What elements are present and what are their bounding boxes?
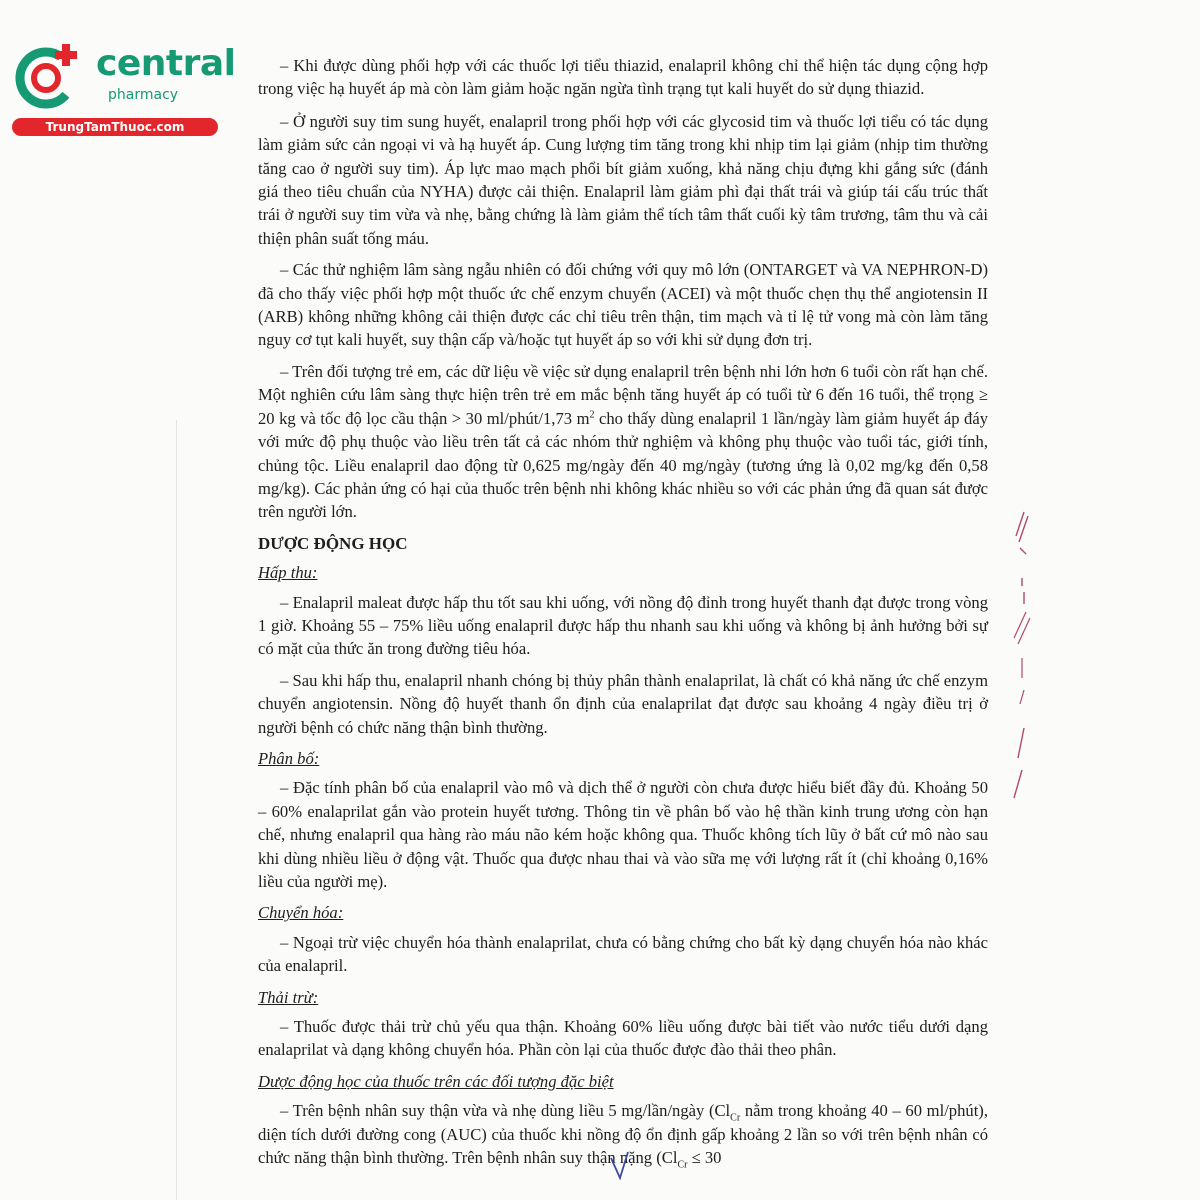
superscript-2: 2 <box>589 409 595 421</box>
pediatrics-text-b: cho thấy dùng enalapril 1 lần/ngày làm giảm huyết áp đáy với mức độ phụ thuộc vào liều trên tất cả các nhóm thử nghiệm và không phụ thuộc vào tuổi tác, giới tính, chủng tộc. Liều enalapril dao động từ 0,625 mg/ngày đến 40 mg/ngày (tương ứng là 0,02 mg/kg đến 0,58 mg/kg). Các phản ứng có hại của thuốc trên bệnh nhi không khác nhiều so với các phản ứng đã quan sát được trên người lớn. <box>258 408 988 522</box>
handwritten-check-mark <box>608 1148 632 1182</box>
scan-edge-line <box>176 420 177 1200</box>
section-heading-pharmacokinetics: DƯỢC ĐỘNG HỌC <box>258 533 408 553</box>
paragraph-absorption-1: – Enalapril maleat được hấp thu tốt sau khi uống, với nồng độ đỉnh trong huyết thanh đạt được trong vòng 1 giờ. Khoảng 55 – 75% liều uống enalapril được hấp thu nhanh sau khi uống và không bị ảnh hưởng bởi sự có mặt của thức ăn trong đường tiêu hóa. <box>258 592 988 659</box>
logo-tagline: TrungTamThuoc.com <box>12 118 218 136</box>
document-body <box>258 54 988 1177</box>
special-text-a: – Trên bệnh nhân suy thận vừa và nhẹ dùng liều 5 mg/lần/ngày (Cl <box>280 1101 731 1121</box>
paragraph-thiazid: – Khi được dùng phối hợp với các thuốc lợi tiểu thiazid, enalapril không chỉ thể hiện tác dụng cộng hợp trong việc hạ huyết áp mà còn làm giảm hoặc ngăn ngừa tình trạng tụt kali huyết do sử dụng thiazid. <box>258 56 988 99</box>
special-text-c: ≤ 30 <box>687 1148 722 1168</box>
pediatrics-text-a: – Trên đối tượng trẻ em, các dữ liệu về việc sử dụng enalapril trên bệnh nhi lớn hơn 6 tuổi còn rất hạn chế. Một nghiên cứu lâm sàng thực hiện trên trẻ em mắc bệnh tăng huyết áp có tuổi từ 6 đến 16 tuổi, thể trọng ≥ 20 kg và tốc độ lọc cầu thận > 30 ml/phút/1,73 m <box>258 361 988 428</box>
subheading-elimination: Thải trừ: <box>258 987 319 1007</box>
subheading-metabolism: Chuyển hóa: <box>258 903 344 923</box>
red-stamp-mark <box>1004 508 1038 808</box>
paragraph-pediatrics <box>258 360 988 524</box>
pharmacy-cross-icon <box>10 38 90 118</box>
paragraph-heart-failure: – Ở người suy tim sung huyết, enalapril trong phối hợp với các glycosid tim và thuốc lợi tiểu có tác dụng làm giảm sức cản ngoại vi và hạ huyết áp. Cung lượng tim tăng trong khi nhịp tim lại giảm (nhịp tim thường tăng cao ở người suy tim). Áp lực mao mạch phổi bít giảm xuống, khả năng chịu đựng khi gắng sức (đánh giá theo tiêu chuẩn của NYHA) được cải thiện. Enalapril làm giảm phì đại thất trái và giúp tái cấu trúc thất trái ở người suy tim vừa và nhẹ, bằng chứng là làm giảm thể tích tâm thất cuối kỳ tâm trương, tâm thu và cải thiện phân suất tống máu. <box>258 111 988 248</box>
subheading-distribution: Phân bố: <box>258 748 320 768</box>
subheading-absorption: Hấp thu: <box>258 563 318 583</box>
central-pharmacy-logo[interactable] <box>10 38 236 138</box>
paragraph-distribution: – Đặc tính phân bố của enalapril vào mô và dịch thể ở người còn chưa được hiểu biết đầy đủ. Khoảng 50 – 60% enalaprilat gắn vào protein huyết tương. Thông tin về phân bố vào hệ thần kinh trung ương còn hạn chế, nhưng enalapril qua hàng rào máu não kém hoặc không qua. Thuốc không tích lũy ở bất cứ mô nào sau khi dùng nhiều liều ở động vật. Thuốc qua được nhau thai và vào sữa mẹ với lượng rất ít (chỉ khoảng 0,16% liều của người mẹ). <box>258 778 988 891</box>
logo-sub-text: pharmacy <box>108 87 179 103</box>
paragraph-absorption-2: – Sau khi hấp thu, enalapril nhanh chóng bị thủy phân thành enalaprilat, là chất có khả năng ức chế enzym chuyển angiotensin. Nồng độ huyết thanh ổn định của enalaprilat đạt được sau khoảng 4 ngày điều trị ở người bệnh có chức năng thận bình thường. <box>258 670 988 737</box>
paragraph-elimination: – Thuốc được thải trừ chủ yếu qua thận. Khoảng 60% liều uống được bài tiết vào nước tiểu dưới dạng enalaprilat và dạng không chuyển hóa. Phần còn lại của thuốc được đào thải theo phân. <box>258 1017 988 1060</box>
subscript-cr-1: Cr <box>730 1112 741 1124</box>
paragraph-metabolism: – Ngoại trừ việc chuyển hóa thành enalaprilat, chưa có bằng chứng cho bất kỳ dạng chuyển hóa nào khác của enalapril. <box>258 932 988 976</box>
special-text-b: nằm trong khoảng 40 – 60 ml/phút), diện tích dưới đường cong (AUC) của thuốc khi nồng độ ổn định gấp khoảng 2 lần so với trên bệnh nhân có chức năng thận bình thường. Trên bệnh nhân suy thận nặng (Cl <box>258 1101 988 1168</box>
subheading-special-populations: Dược động học của thuốc trên các đối tượng đặc biệt <box>258 1071 614 1091</box>
logo-brand-text: central <box>96 43 236 84</box>
subscript-cr-2: Cr <box>677 1159 688 1171</box>
paragraph-clinical-trials: – Các thử nghiệm lâm sàng ngẫu nhiên có đối chứng với quy mô lớn (ONTARGET và VA NEPHRON-D) đã cho thấy việc phối hợp một thuốc ức chế enzym chuyển (ACEI) và một thuốc chẹn thụ thể angiotensin II (ARB) không những không cải thiện được các chỉ tiêu trên thận, tim mạch và tỉ lệ tử vong mà còn làm tăng nguy cơ tụt kali huyết, suy thận cấp và/hoặc tụt huyết áp so với khi sử dụng đơn trị. <box>258 260 988 350</box>
